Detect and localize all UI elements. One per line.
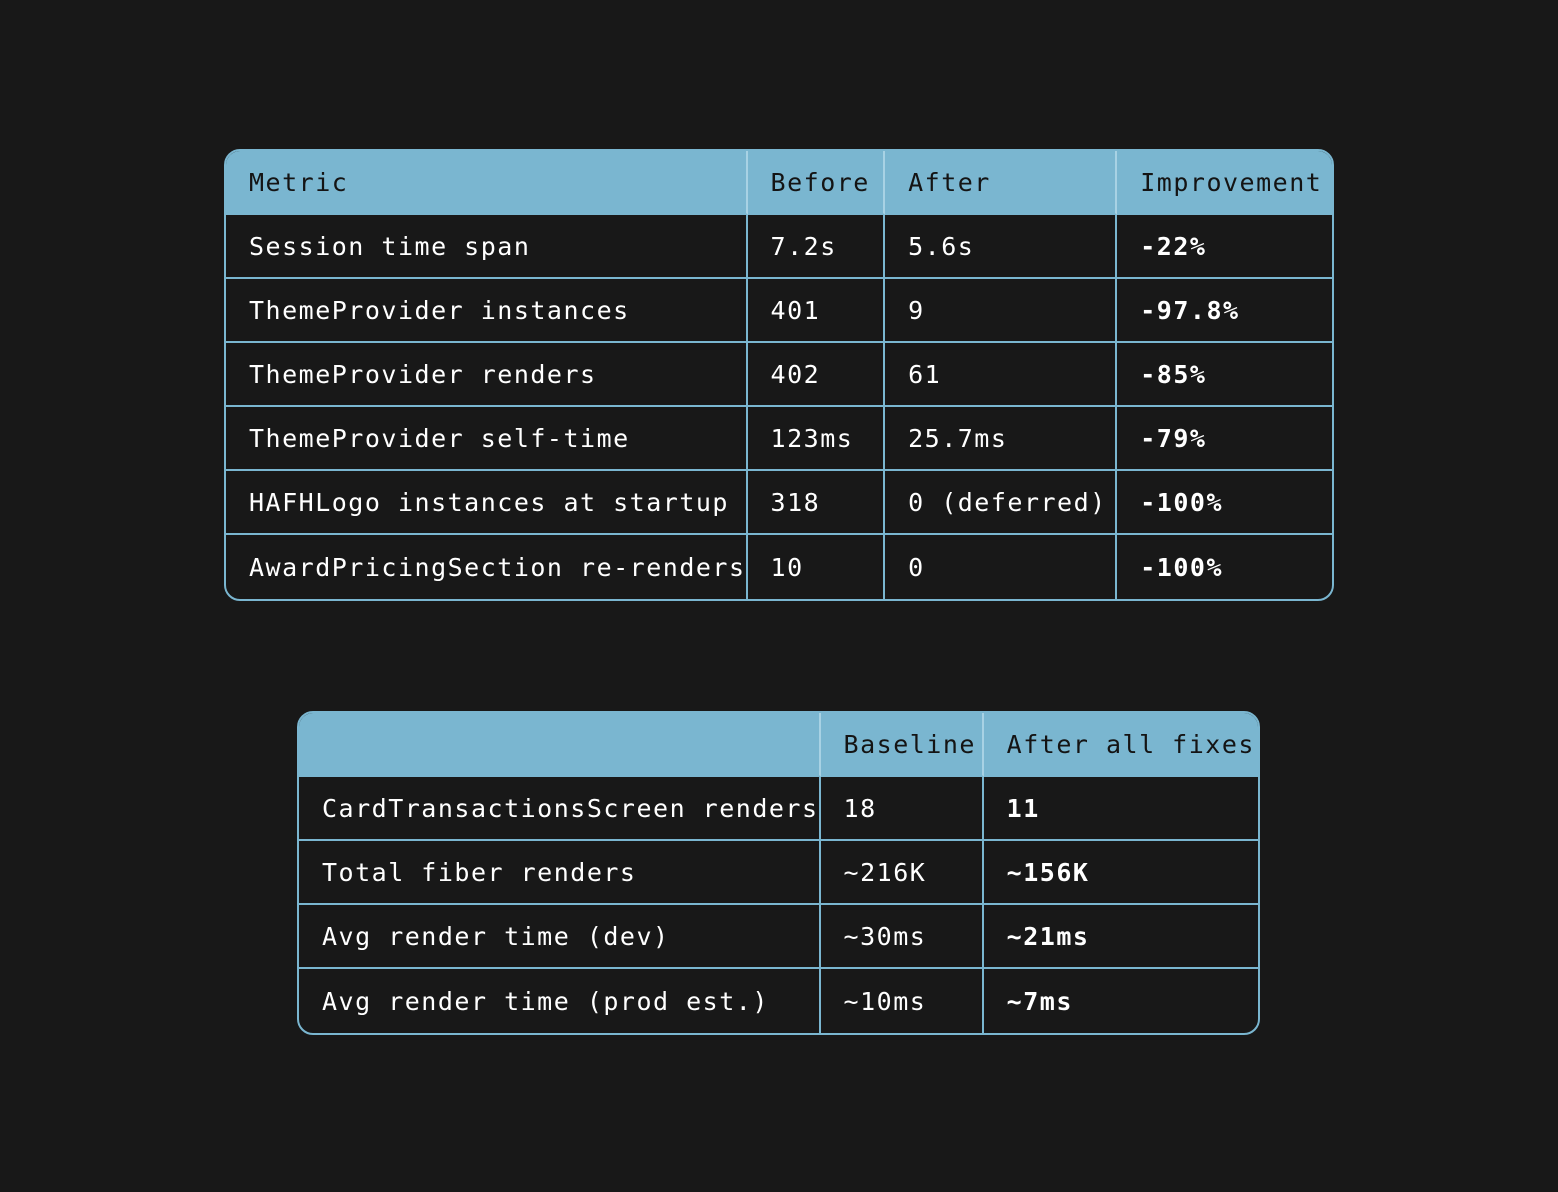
after-cell: 0 [885,535,1117,599]
metric-cell: ThemeProvider instances [226,279,748,343]
table-row [299,905,1258,969]
metric-cell: Avg render time (prod est.) [299,969,821,1033]
table-row [299,969,1258,1033]
improvement-cell: -97.8% [1117,279,1332,343]
metric-cell: Session time span [226,215,748,279]
improvement-cell: -100% [1140,552,1223,582]
table-row [226,279,1332,343]
before-cell: 123ms [748,407,886,471]
improvement-cell: -79% [1117,407,1332,471]
table-row [226,215,1332,279]
metric-cell: AwardPricingSection re-renders [226,535,748,599]
baseline-cell: ~30ms [821,905,984,969]
after-all-fixes-cell: ~156K [984,841,1258,905]
after-cell: 5.6s [885,215,1117,279]
after-cell: 25.7ms [885,407,1117,471]
improvement-cell: -100% [1117,471,1332,535]
header-metric: Metric [226,151,748,215]
baseline-cell: ~216K [821,841,984,905]
header-after: After [885,151,1117,215]
before-cell: 318 [748,471,886,535]
table-row [226,535,1332,599]
table-header-row [226,151,1332,215]
before-cell: 7.2s [748,215,886,279]
metric-cell: CardTransactionsScreen renders [299,777,821,841]
metric-cell: HAFHLogo instances at startup [226,471,748,535]
table-row [299,777,1258,841]
improvement-cell: -85% [1117,343,1332,407]
table-row [226,471,1332,535]
table-header-row [299,713,1258,777]
after-cell: 0 (deferred) [885,471,1117,535]
baseline-comparison-table [297,711,1260,1035]
metric-cell: Total fiber renders [299,841,821,905]
table-row [299,841,1258,905]
after-all-fixes-cell: 11 [984,777,1258,841]
baseline-cell: ~10ms [821,969,984,1033]
metric-cell: Avg render time (dev) [299,905,821,969]
before-cell: 402 [748,343,886,407]
header-before: Before [748,151,886,215]
after-all-fixes-cell: ~7ms [1006,986,1073,1016]
before-cell: 401 [748,279,886,343]
header-improvement: Improvement [1117,151,1332,215]
metric-cell: ThemeProvider renders [226,343,748,407]
before-cell: 10 [748,535,886,599]
after-cell: 61 [885,343,1117,407]
before-after-metrics-table [224,149,1334,601]
header-baseline: Baseline [821,713,984,777]
metric-cell: ThemeProvider self-time [226,407,748,471]
after-all-fixes-cell: ~21ms [984,905,1258,969]
table-row [226,343,1332,407]
header-empty [299,713,821,777]
improvement-cell: -22% [1117,215,1332,279]
after-cell: 9 [885,279,1117,343]
header-after-all-fixes: After all fixes [984,713,1258,777]
baseline-cell: 18 [821,777,984,841]
table-row [226,407,1332,471]
